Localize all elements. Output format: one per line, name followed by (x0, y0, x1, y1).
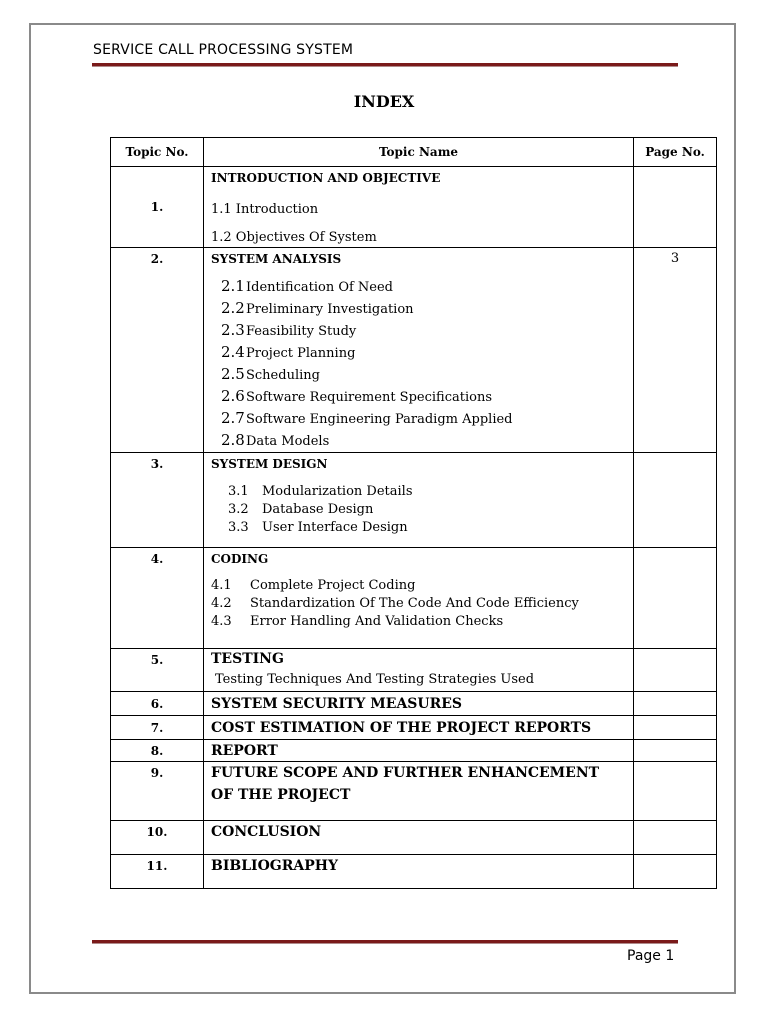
section-title: SYSTEM ANALYSIS (211, 252, 342, 266)
section-title-line2: OF THE PROJECT (211, 787, 351, 803)
col-header-topic-no: Topic No. (111, 138, 204, 167)
subtopic-number: 4.1 (211, 578, 232, 593)
section-title: COST ESTIMATION OF THE PROJECT REPORTS (211, 719, 592, 736)
page-number (634, 716, 717, 740)
page-number (634, 548, 717, 649)
topic-name-cell (204, 692, 634, 716)
section-title: REPORT (211, 742, 278, 759)
topic-name-cell (204, 855, 634, 889)
subtopic (211, 519, 633, 537)
subtopic-number: 2.2 (221, 299, 245, 317)
subtopic-label: Complete Project Coding (250, 578, 416, 593)
subtopic-number: 3.2 (228, 502, 249, 517)
topic-number: 3. (111, 453, 204, 548)
topic-number: 2. (111, 248, 204, 453)
subtopic-label: Error Handling And Validation Checks (250, 614, 504, 629)
subtopic-number: 3.3 (228, 520, 249, 535)
subtopic (211, 364, 633, 386)
section-title: SYSTEM SECURITY MEASURES (211, 695, 463, 712)
table-row (111, 649, 717, 692)
subtopic-label: User Interface Design (262, 520, 408, 535)
page-number (634, 762, 717, 821)
running-header: SERVICE CALL PROCESSING SYSTEM (93, 42, 354, 58)
topic-number: 4. (111, 548, 204, 649)
section-title: CODING (211, 552, 269, 566)
topic-number: 6. (111, 692, 204, 716)
subtopic-label: Database Design (262, 502, 374, 517)
subtopic-label: Data Models (246, 434, 330, 449)
section-title: SYSTEM DESIGN (211, 457, 328, 471)
subtopic-number: 2.4 (221, 343, 245, 361)
col-header-topic-name: Topic Name (204, 138, 634, 167)
table-row (111, 762, 717, 821)
table-row (111, 855, 717, 889)
subtopic-label: Project Planning (246, 346, 356, 361)
subtopic: 1.2 Objectives Of System (211, 230, 377, 245)
subtopic: 1.1 Introduction (211, 202, 319, 217)
topic-name-cell (204, 649, 634, 692)
subtopic (211, 595, 633, 613)
subtopic-number: 2.6 (221, 387, 245, 405)
table-header-row (111, 138, 717, 167)
subtopic-label: Feasibility Study (246, 324, 357, 339)
page-number (634, 855, 717, 889)
subtopic-label: Identification Of Need (246, 280, 394, 295)
subtopic-number: 4.2 (211, 596, 232, 611)
topic-number: 10. (111, 821, 204, 855)
table-row (111, 453, 717, 548)
subtopic (211, 386, 633, 408)
subtopic (211, 342, 633, 364)
col-header-page-no: Page No. (634, 138, 717, 167)
subtopic (211, 577, 633, 595)
subtopic-label: Modularization Details (262, 484, 413, 499)
subtopic: Testing Techniques And Testing Strategies Used (215, 672, 535, 687)
topic-name-cell (204, 762, 634, 821)
section-title: INTRODUCTION AND OBJECTIVE (211, 171, 441, 185)
subtopic-label: Standardization Of The Code And Code Efficiency (250, 596, 579, 611)
subtopic-number: 2.5 (221, 365, 245, 383)
page-number (634, 692, 717, 716)
header-rule (92, 63, 678, 67)
topic-number: 9. (111, 762, 204, 821)
subtopic (211, 298, 633, 320)
page-number (634, 649, 717, 692)
section-title: TESTING (211, 651, 284, 667)
topic-name-cell (204, 716, 634, 740)
page-number: 3 (634, 248, 717, 453)
page-number (634, 821, 717, 855)
topic-name-cell (204, 821, 634, 855)
topic-number: 5. (111, 649, 204, 692)
subtopic-label: Preliminary Investigation (246, 302, 414, 317)
page-number (634, 740, 717, 762)
subtopic (211, 430, 633, 452)
topic-number: 1. (111, 167, 204, 248)
table-row (111, 716, 717, 740)
section-title-line1: FUTURE SCOPE AND FURTHER ENHANCEMENT (211, 765, 600, 781)
table-row (111, 248, 717, 453)
table-row (111, 167, 717, 248)
topic-name-cell (204, 548, 634, 649)
subtopic-number: 2.1 (221, 277, 245, 295)
table-row (111, 740, 717, 762)
topic-name-cell (204, 453, 634, 548)
topic-name-cell (204, 740, 634, 762)
topic-number: 7. (111, 716, 204, 740)
topic-number: 11. (111, 855, 204, 889)
table-row (111, 821, 717, 855)
table-row (111, 692, 717, 716)
subtopic-number: 2.8 (221, 431, 245, 449)
page-number (634, 453, 717, 548)
subtopic-number: 2.3 (221, 321, 245, 339)
subtopic-label: Software Requirement Specifications (246, 390, 492, 405)
subtopic-number: 3.1 (228, 484, 249, 499)
subtopic (211, 483, 633, 501)
subtopic-label: Scheduling (246, 368, 320, 383)
page-number (634, 167, 717, 248)
topic-name-cell (204, 248, 634, 453)
subtopic (211, 320, 633, 342)
subtopic (211, 408, 633, 430)
section-title: BIBLIOGRAPHY (211, 858, 339, 874)
subtopic (211, 613, 633, 631)
table-row (111, 548, 717, 649)
subtopic-label: Software Engineering Paradigm Applied (246, 412, 513, 427)
footer-page-number: Page 1 (627, 948, 675, 964)
topic-number: 8. (111, 740, 204, 762)
index-table (110, 137, 717, 889)
subtopic-number: 2.7 (221, 409, 245, 427)
topic-name-cell (204, 167, 634, 248)
subtopic-number: 4.3 (211, 614, 232, 629)
index-title: INDEX (353, 92, 415, 111)
subtopic (211, 501, 633, 519)
subtopic (211, 276, 633, 298)
footer-rule (92, 940, 678, 944)
section-title: CONCLUSION (211, 824, 322, 840)
